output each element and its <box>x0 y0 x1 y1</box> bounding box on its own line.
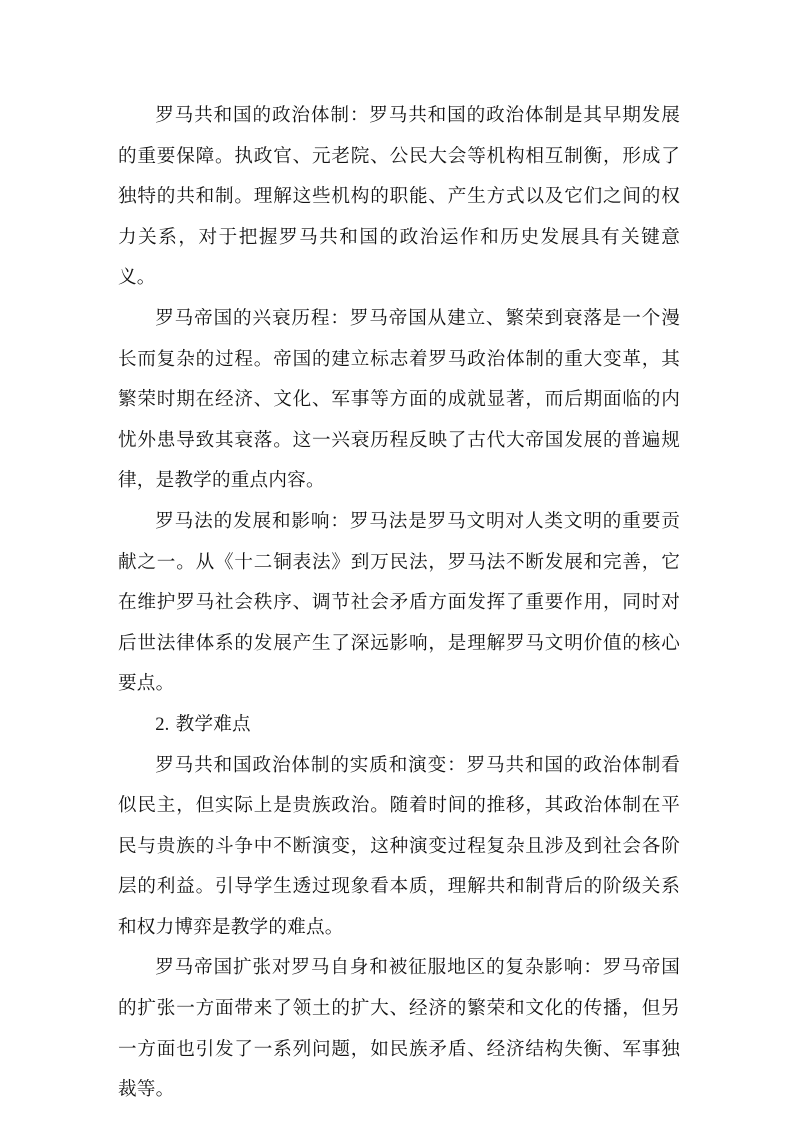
paragraph-title: 罗马帝国扩张对罗马自身和被征服地区的复杂影响 <box>155 957 584 979</box>
paragraph-title: 罗马共和国的政治体制 <box>155 105 350 126</box>
document-body <box>118 96 680 1111</box>
paragraph-title: 罗马共和国政治体制的实质和演变 <box>155 754 448 776</box>
paragraph-empire-expansion-impact: 罗马帝国扩张对罗马自身和被征服地区的复杂影响：罗马帝国的扩张一方面带来了领土的扩大、经济的繁荣和文化的传播，但另一方面也引发了一系列问题，如民族矛盾、经济结构失衡、军事独裁等。 <box>118 957 680 1101</box>
paragraph-text: 罗马共和国的政治体制是其早期发展的重要保障。执政官、元老院、公民大会等机构相互制衡，形成了独特的共和制。理解这些机构的职能、产生方式以及它们之间的权力关系，对于把握罗马共和国的政治运作和历史发展具有关键意义。 <box>118 105 680 289</box>
paragraph-roman-republic-politics: 罗马共和国的政治体制：罗马共和国的政治体制是其早期发展的重要保障。执政官、元老院、公民大会等机构相互制衡，形成了独特的共和制。理解这些机构的职能、产生方式以及它们之间的权力关系，对于把握罗马共和国的政治运作和历史发展具有关键意义。 <box>118 105 680 289</box>
paragraph-title: 罗马帝国的兴衰历程 <box>155 307 331 329</box>
paragraph-title: 罗马法的发展和影响 <box>155 510 331 532</box>
section-title: 教学难点 <box>175 713 251 735</box>
paragraph-text: 罗马帝国从建立、繁荣到衰落是一个漫长而复杂的过程。帝国的建立标志着罗马政治体制的重大变革，其繁荣时期在经济、文化、军事等方面的成就显著，而后期面临的内忧外患导致其衰落。这一兴衰历程反映了古代大帝国发展的普遍规律，是教学的重点内容。 <box>118 307 680 492</box>
paragraph-roman-empire-rise-fall: 罗马帝国的兴衰历程：罗马帝国从建立、繁荣到衰落是一个漫长而复杂的过程。帝国的建立标志着罗马政治体制的重大变革，其繁荣时期在经济、文化、军事等方面的成就显著，而后期面临的内忧外患导致其衰落。这一兴衰历程反映了古代大帝国发展的普遍规律，是教学的重点内容。 <box>118 307 680 492</box>
paragraph-republic-essence-evolution: 罗马共和国政治体制的实质和演变：罗马共和国的政治体制看似民主，但实际上是贵族政治。随着时间的推移，其政治体制在平民与贵族的斗争中不断演变，这种演变过程复杂且涉及到社会各阶层的利益。引导学生透过现象看本质，理解共和制背后的阶级关系和权力博弈是教学的难点。 <box>118 754 680 938</box>
paragraph-text: 罗马共和国的政治体制看似民主，但实际上是贵族政治。随着时间的推移，其政治体制在平民与贵族的斗争中不断演变，这种演变过程复杂且涉及到社会各阶层的利益。引导学生透过现象看本质，理解共和制背后的阶级关系和权力博弈是教学的难点。 <box>118 754 680 938</box>
paragraph-text: 罗马法是罗马文明对人类文明的重要贡献之一。从《十二铜表法》到万民法，罗马法不断发展和完善，它在维护罗马社会秩序、调节社会矛盾方面发挥了重要作用，同时对后世法律体系的发展产生了深远影响，是理解罗马文明价值的核心要点。 <box>118 510 680 695</box>
section-number: 2. <box>155 713 170 735</box>
section-heading-teaching-difficulties <box>118 705 680 746</box>
paragraph-roman-law: 罗马法的发展和影响：罗马法是罗马文明对人类文明的重要贡献之一。从《十二铜表法》到万民法，罗马法不断发展和完善，它在维护罗马社会秩序、调节社会矛盾方面发挥了重要作用，同时对后世法律体系的发展产生了深远影响，是理解罗马文明价值的核心要点。 <box>118 510 680 695</box>
paragraph-text: 罗马帝国的扩张一方面带来了领土的扩大、经济的繁荣和文化的传播，但另一方面也引发了一系列问题，如民族矛盾、经济结构失衡、军事独裁等。 <box>118 957 680 1101</box>
